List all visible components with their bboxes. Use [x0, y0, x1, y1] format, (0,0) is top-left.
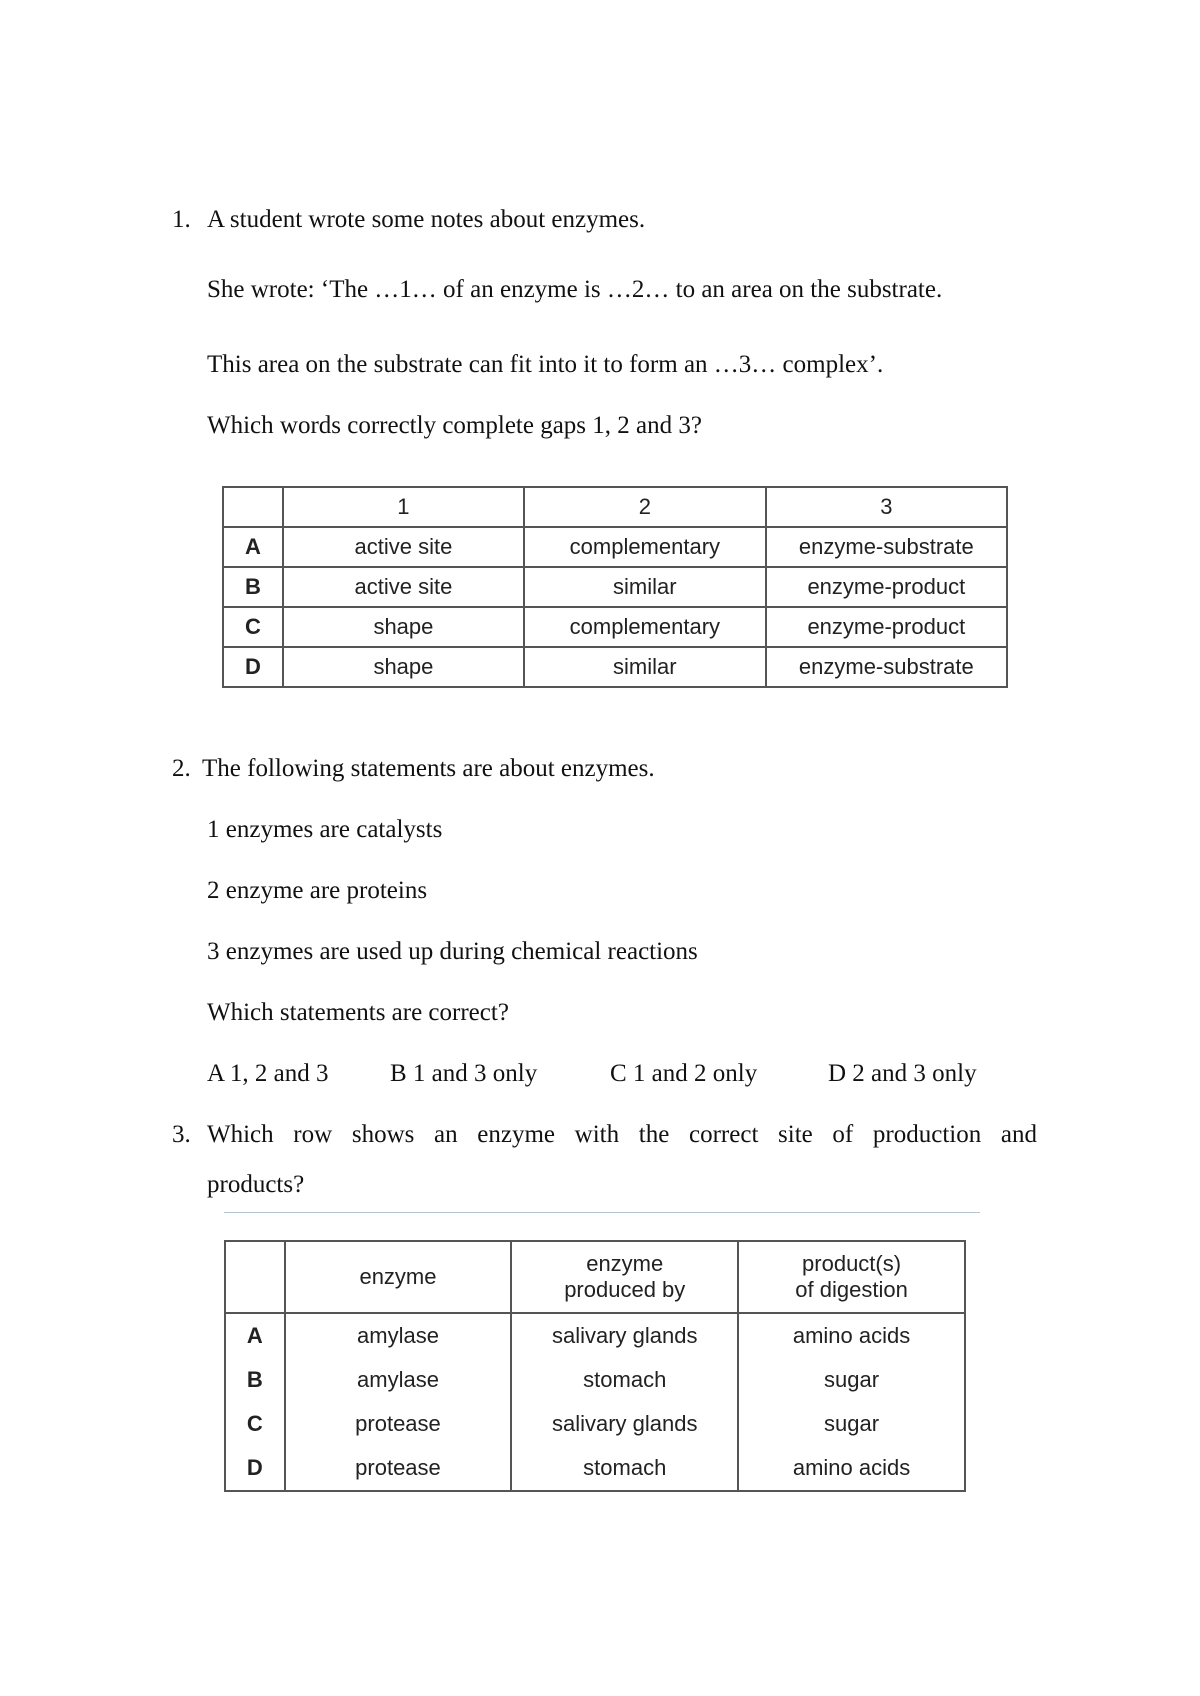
q1-answer-table [222, 486, 1008, 688]
table-header-cell [511, 1241, 738, 1313]
table-header-row [223, 487, 1007, 527]
q1-notes-line-2: This area on the substrate can fit into it to form an …3… complex’. [207, 351, 884, 378]
q2-statement-1: 1 enzymes are catalysts [207, 816, 443, 843]
table-row [223, 527, 1007, 567]
table-cell: protease [285, 1446, 512, 1491]
table-cell: complementary [524, 527, 766, 567]
header-text-line: enzyme [359, 1263, 437, 1289]
table-header-cell: 1 [283, 487, 524, 527]
table-cell: enzyme-substrate [766, 647, 1007, 687]
row-letter: C [225, 1402, 285, 1446]
q2-option-d[interactable]: D 2 and 3 only [828, 1060, 977, 1087]
row-letter: B [225, 1358, 285, 1402]
table-cell: shape [283, 607, 524, 647]
header-text-line: produced by [564, 1277, 686, 1302]
table-cell: salivary glands [511, 1402, 738, 1446]
table-cell: active site [283, 567, 524, 607]
table-cell: amylase [285, 1358, 512, 1402]
table-cell: stomach [511, 1358, 738, 1402]
header-text-line: product(s) [802, 1250, 902, 1276]
table-row [223, 647, 1007, 687]
table-cell: enzyme-product [766, 567, 1007, 607]
table-header-cell [738, 1241, 965, 1313]
table-cell: enzyme-substrate [766, 527, 1007, 567]
q1-number: 1. [172, 206, 191, 233]
q1-question: Which words correctly complete gaps 1, 2 and 3? [207, 412, 702, 439]
table-cell: similar [524, 567, 766, 607]
table-row [225, 1313, 965, 1358]
q3-question-line-1: Which row shows an enzyme with the correct site of production and [207, 1121, 1037, 1148]
q3-question-line-2: products? [207, 1171, 305, 1198]
row-letter: D [223, 647, 283, 687]
table-cell: active site [283, 527, 524, 567]
q2-option-a[interactable]: A 1, 2 and 3 [207, 1060, 329, 1087]
table-cell: amino acids [738, 1313, 965, 1358]
table-cell: sugar [738, 1402, 965, 1446]
table-header-row [225, 1241, 965, 1313]
table-cell: salivary glands [511, 1313, 738, 1358]
divider-line [224, 1212, 980, 1213]
table-cell: shape [283, 647, 524, 687]
table-cell: enzyme-product [766, 607, 1007, 647]
table-row [225, 1358, 965, 1402]
table-header-cell [223, 487, 283, 527]
table-header-cell [285, 1241, 512, 1313]
table-row [223, 567, 1007, 607]
table-cell: protease [285, 1402, 512, 1446]
q1-intro: A student wrote some notes about enzymes. [207, 206, 646, 233]
q2-number: 2. [172, 755, 191, 782]
row-letter: C [223, 607, 283, 647]
row-letter: D [225, 1446, 285, 1491]
q2-intro: The following statements are about enzymes. [202, 755, 655, 782]
table-cell: complementary [524, 607, 766, 647]
table-header-cell: 2 [524, 487, 766, 527]
table-header-cell: 3 [766, 487, 1007, 527]
table-row [225, 1446, 965, 1491]
table-header-cell [225, 1241, 285, 1313]
table-cell: stomach [511, 1446, 738, 1491]
row-letter: B [223, 567, 283, 607]
q2-statement-3: 3 enzymes are used up during chemical reactions [207, 938, 698, 965]
q3-answer-table [224, 1240, 966, 1492]
table-cell: amylase [285, 1313, 512, 1358]
row-letter: A [223, 527, 283, 567]
q3-number: 3. [172, 1121, 191, 1148]
q2-statement-2: 2 enzyme are proteins [207, 877, 428, 904]
header-text-line: of digestion [795, 1277, 908, 1302]
table-cell: similar [524, 647, 766, 687]
header-text-line: enzyme [586, 1250, 664, 1276]
table-row [225, 1402, 965, 1446]
row-letter: A [225, 1313, 285, 1358]
q2-option-b[interactable]: B 1 and 3 only [390, 1060, 538, 1087]
q2-question: Which statements are correct? [207, 999, 509, 1026]
q2-option-c[interactable]: C 1 and 2 only [610, 1060, 758, 1087]
table-row [223, 607, 1007, 647]
table-cell: amino acids [738, 1446, 965, 1491]
q1-notes-line-1: She wrote: ‘The …1… of an enzyme is …2… to an area on the substrate. [207, 276, 943, 303]
table-cell: sugar [738, 1358, 965, 1402]
